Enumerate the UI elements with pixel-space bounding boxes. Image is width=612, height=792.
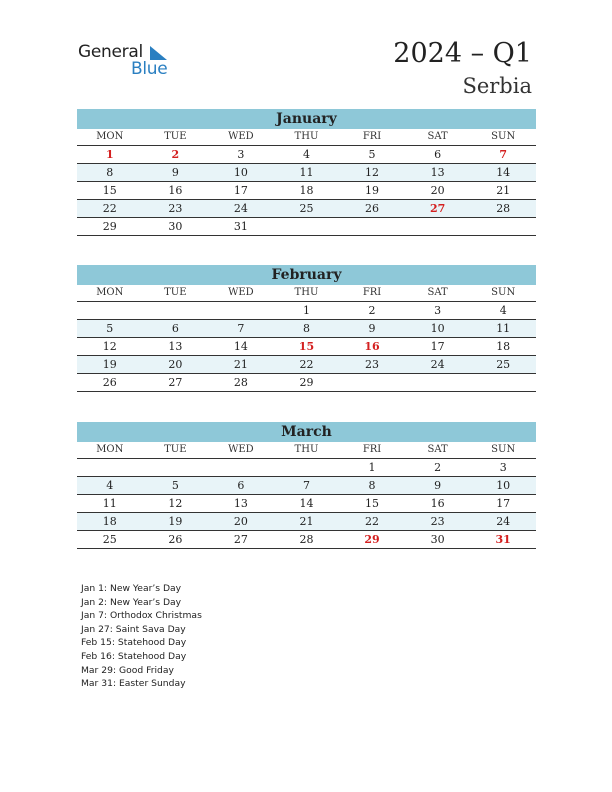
day-cell: 13 [143, 338, 209, 356]
weekday-label: FRI [339, 129, 405, 146]
week-row [77, 459, 536, 477]
day-cell: 30 [143, 218, 209, 236]
day-cell: 27 [208, 531, 274, 549]
weekday-label: SUN [470, 442, 536, 459]
day-cell: 29 [274, 374, 340, 392]
day-cell: 31 [470, 531, 536, 549]
day-cell: 26 [143, 531, 209, 549]
week-row [77, 164, 536, 182]
day-cell: 14 [274, 495, 340, 513]
holiday-item: Jan 7: Orthodox Christmas [81, 610, 202, 622]
weekday-label: TUE [143, 442, 209, 459]
day-cell: 11 [77, 495, 143, 513]
day-cell: 19 [339, 182, 405, 200]
day-cell: 9 [405, 477, 471, 495]
day-cell: 17 [470, 495, 536, 513]
day-cell: 30 [405, 531, 471, 549]
empty-day-cell [405, 218, 471, 236]
month-grid [77, 442, 536, 549]
logo-word-general: General [78, 42, 143, 62]
day-cell: 1 [339, 459, 405, 477]
day-cell: 6 [208, 477, 274, 495]
week-row [77, 513, 536, 531]
empty-day-cell [274, 459, 340, 477]
day-cell: 8 [274, 320, 340, 338]
weekday-label: THU [274, 442, 340, 459]
day-cell: 22 [77, 200, 143, 218]
day-cell: 10 [208, 164, 274, 182]
day-cell: 1 [77, 146, 143, 164]
week-row [77, 477, 536, 495]
day-cell: 18 [274, 182, 340, 200]
day-cell: 26 [77, 374, 143, 392]
day-cell: 2 [405, 459, 471, 477]
day-cell: 13 [208, 495, 274, 513]
day-cell: 24 [405, 356, 471, 374]
day-cell: 25 [470, 356, 536, 374]
day-cell: 27 [405, 200, 471, 218]
day-cell: 4 [77, 477, 143, 495]
day-cell: 17 [208, 182, 274, 200]
week-row [77, 374, 536, 392]
generalblue-logo [78, 42, 178, 82]
logo-word-blue: Blue [131, 59, 168, 79]
empty-day-cell [208, 459, 274, 477]
day-cell: 12 [77, 338, 143, 356]
day-cell: 28 [274, 531, 340, 549]
day-cell: 25 [77, 531, 143, 549]
weekday-label: SUN [470, 285, 536, 302]
day-cell: 23 [143, 200, 209, 218]
week-row [77, 495, 536, 513]
week-row [77, 531, 536, 549]
empty-day-cell [143, 459, 209, 477]
month-calendar-february [77, 265, 536, 392]
empty-day-cell [274, 218, 340, 236]
week-row [77, 182, 536, 200]
holiday-item: Mar 31: Easter Sunday [81, 678, 186, 690]
empty-day-cell [77, 459, 143, 477]
day-cell: 29 [77, 218, 143, 236]
day-cell: 24 [208, 200, 274, 218]
day-cell: 18 [470, 338, 536, 356]
day-cell: 4 [274, 146, 340, 164]
day-cell: 7 [470, 146, 536, 164]
day-cell: 12 [143, 495, 209, 513]
day-cell: 14 [470, 164, 536, 182]
week-row [77, 338, 536, 356]
day-cell: 6 [405, 146, 471, 164]
day-cell: 15 [274, 338, 340, 356]
day-cell: 11 [274, 164, 340, 182]
day-cell: 20 [143, 356, 209, 374]
day-cell: 29 [339, 531, 405, 549]
day-cell: 3 [405, 302, 471, 320]
day-cell: 7 [208, 320, 274, 338]
weekday-label: THU [274, 129, 340, 146]
day-cell: 5 [143, 477, 209, 495]
day-cell: 22 [339, 513, 405, 531]
week-row [77, 218, 536, 236]
month-calendar-march [77, 422, 536, 549]
day-cell: 26 [339, 200, 405, 218]
weekday-header-row [77, 285, 536, 302]
day-cell: 14 [208, 338, 274, 356]
empty-day-cell [470, 218, 536, 236]
day-cell: 22 [274, 356, 340, 374]
weekday-label: TUE [143, 285, 209, 302]
empty-day-cell [143, 302, 209, 320]
holiday-item: Jan 27: Saint Sava Day [81, 623, 186, 635]
weekday-label: SAT [405, 442, 471, 459]
weekday-label: MON [77, 442, 143, 459]
day-cell: 20 [405, 182, 471, 200]
day-cell: 9 [143, 164, 209, 182]
weekday-label: FRI [339, 442, 405, 459]
page-title: 2024 – Q1 [393, 38, 532, 69]
empty-day-cell [339, 374, 405, 392]
day-cell: 3 [208, 146, 274, 164]
empty-day-cell [208, 302, 274, 320]
weekday-label: TUE [143, 129, 209, 146]
day-cell: 8 [77, 164, 143, 182]
day-cell: 10 [405, 320, 471, 338]
day-cell: 21 [470, 182, 536, 200]
empty-day-cell [339, 218, 405, 236]
day-cell: 17 [405, 338, 471, 356]
holiday-item: Mar 29: Good Friday [81, 664, 174, 676]
day-cell: 27 [143, 374, 209, 392]
day-cell: 5 [339, 146, 405, 164]
day-cell: 23 [405, 513, 471, 531]
day-cell: 15 [339, 495, 405, 513]
day-cell: 25 [274, 200, 340, 218]
weekday-label: FRI [339, 285, 405, 302]
day-cell: 28 [208, 374, 274, 392]
country-name: Serbia [462, 74, 532, 98]
holiday-item: Feb 16: Statehood Day [81, 650, 187, 662]
day-cell: 8 [339, 477, 405, 495]
holiday-item: Jan 2: New Year’s Day [81, 596, 182, 608]
day-cell: 24 [470, 513, 536, 531]
week-row [77, 320, 536, 338]
weekday-label: THU [274, 285, 340, 302]
weekday-label: WED [208, 129, 274, 146]
month-title: January [77, 109, 536, 129]
day-cell: 16 [405, 495, 471, 513]
day-cell: 6 [143, 320, 209, 338]
day-cell: 7 [274, 477, 340, 495]
weekday-label: SAT [405, 129, 471, 146]
day-cell: 31 [208, 218, 274, 236]
week-row [77, 200, 536, 218]
day-cell: 1 [274, 302, 340, 320]
day-cell: 12 [339, 164, 405, 182]
day-cell: 18 [77, 513, 143, 531]
day-cell: 19 [77, 356, 143, 374]
month-title: March [77, 422, 536, 442]
month-grid [77, 285, 536, 392]
day-cell: 3 [470, 459, 536, 477]
empty-day-cell [405, 374, 471, 392]
empty-day-cell [470, 374, 536, 392]
week-row [77, 146, 536, 164]
weekday-label: MON [77, 285, 143, 302]
day-cell: 13 [405, 164, 471, 182]
day-cell: 9 [339, 320, 405, 338]
weekday-header-row [77, 129, 536, 146]
day-cell: 10 [470, 477, 536, 495]
week-row [77, 302, 536, 320]
holiday-list [81, 582, 202, 691]
weekday-label: WED [208, 285, 274, 302]
day-cell: 21 [208, 356, 274, 374]
weekday-label: WED [208, 442, 274, 459]
day-cell: 28 [470, 200, 536, 218]
day-cell: 23 [339, 356, 405, 374]
week-row [77, 356, 536, 374]
holiday-item: Feb 15: Statehood Day [81, 637, 187, 649]
day-cell: 15 [77, 182, 143, 200]
day-cell: 21 [274, 513, 340, 531]
day-cell: 2 [143, 146, 209, 164]
month-title: February [77, 265, 536, 285]
day-cell: 4 [470, 302, 536, 320]
day-cell: 16 [339, 338, 405, 356]
weekday-label: MON [77, 129, 143, 146]
day-cell: 19 [143, 513, 209, 531]
day-cell: 16 [143, 182, 209, 200]
day-cell: 2 [339, 302, 405, 320]
weekday-label: SAT [405, 285, 471, 302]
weekday-header-row [77, 442, 536, 459]
holiday-item: Jan 1: New Year’s Day [81, 583, 182, 594]
empty-day-cell [77, 302, 143, 320]
day-cell: 20 [208, 513, 274, 531]
month-calendar-january [77, 109, 536, 236]
weekday-label: SUN [470, 129, 536, 146]
day-cell: 11 [470, 320, 536, 338]
day-cell: 5 [77, 320, 143, 338]
month-grid [77, 129, 536, 236]
